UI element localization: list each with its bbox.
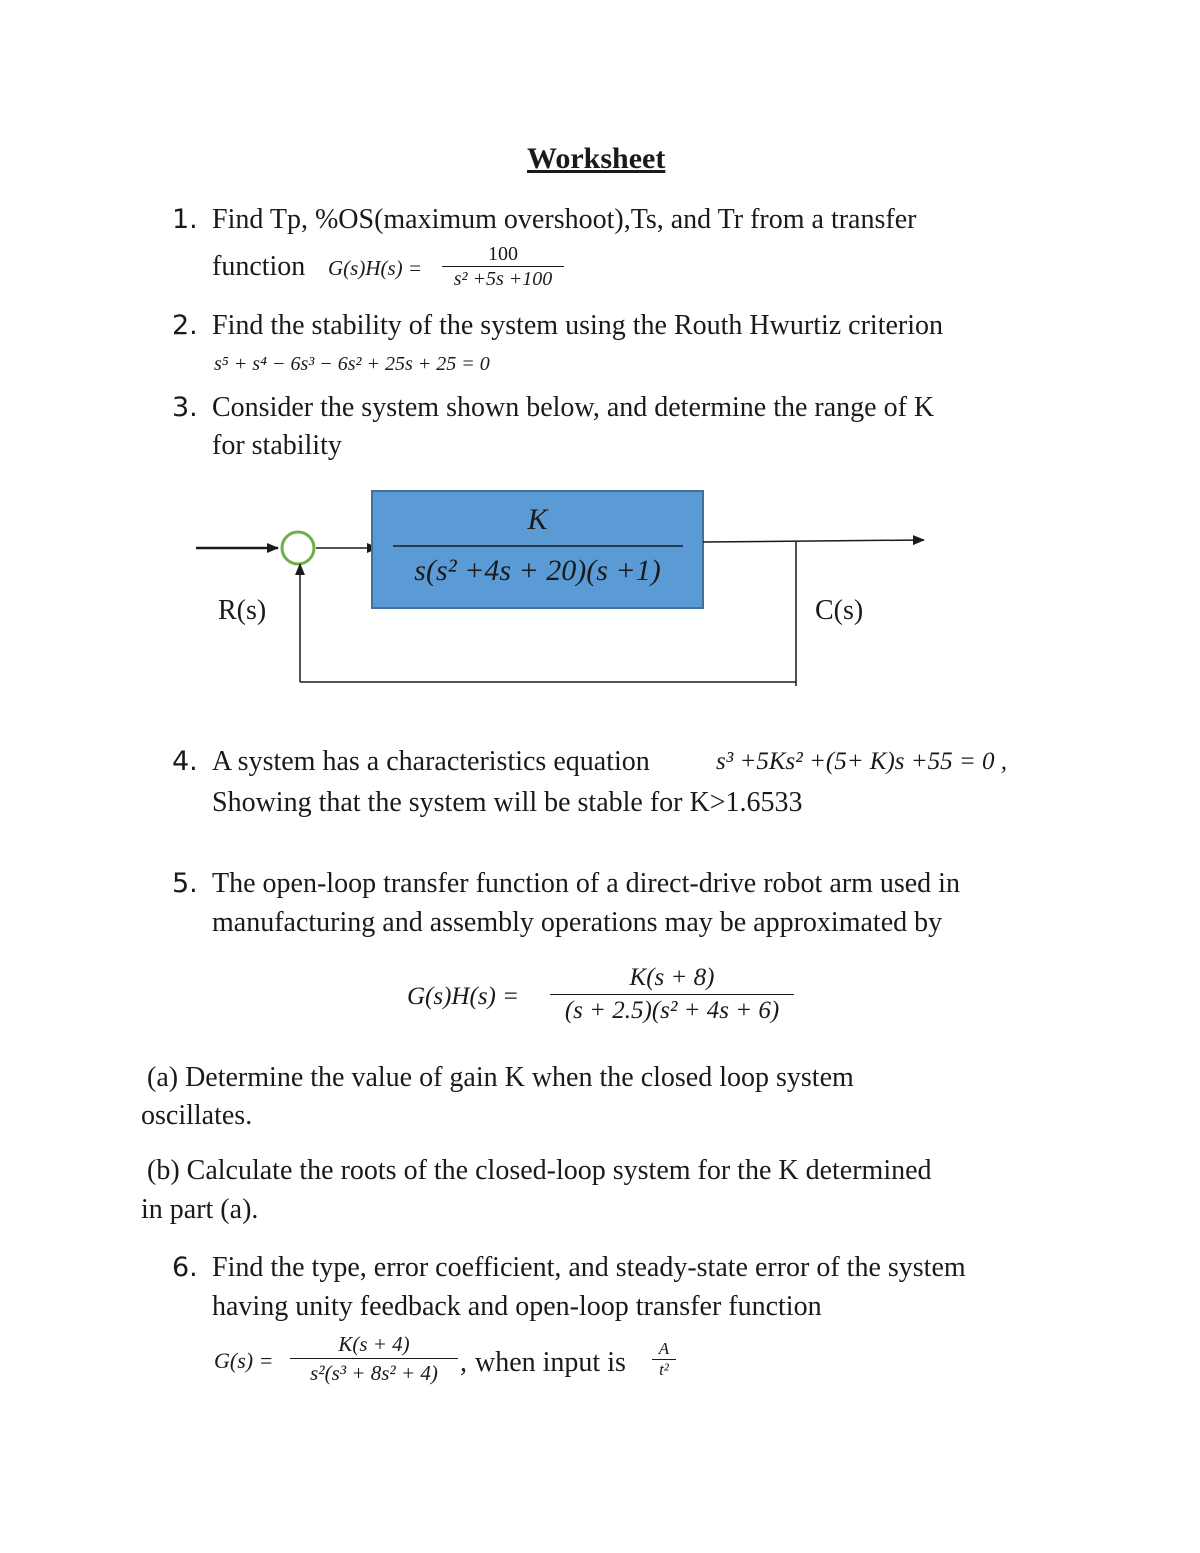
block-denominator: s(s² +4s + 20)(s +1) xyxy=(414,554,661,587)
output-arrow xyxy=(703,540,924,542)
q5-part-a-line1: (a) Determine the value of gain K when the closed loop system xyxy=(147,1062,854,1093)
q5-numerator: K(s + 8) xyxy=(629,964,715,991)
q6-input-text: when input is xyxy=(475,1347,626,1378)
q2-text-line1: Find the stability of the system using the Routh Hwurtiz criterion xyxy=(212,310,944,341)
q6-lhs: G(s) = xyxy=(214,1348,274,1373)
q1-text-line1: Find Tp, %OS(maximum overshoot),Ts, and Tr from a transfer xyxy=(212,204,917,235)
block-numerator: K xyxy=(527,503,548,536)
q6-input-numerator: A xyxy=(658,1339,670,1358)
input-label: R(s) xyxy=(218,595,267,626)
q2-number: 2. xyxy=(172,310,198,341)
q1-text-line2: function xyxy=(212,251,306,282)
q1-number: 1. xyxy=(172,204,198,235)
q5-part-b-line2: in part (a). xyxy=(141,1194,259,1225)
q6-input-denominator: t² xyxy=(659,1360,669,1379)
summing-junction xyxy=(282,532,314,564)
q6-input-fraction xyxy=(652,1339,676,1380)
q6-text-line2: having unity feedback and open-loop transfer function xyxy=(212,1291,822,1322)
q3-text-line1: Consider the system shown below, and determine the range of K xyxy=(212,392,935,423)
q5-lhs: G(s)H(s) = xyxy=(407,983,519,1010)
q6-comma: , xyxy=(460,1347,467,1378)
q5-denominator: (s + 2.5)(s² + 4s + 6) xyxy=(564,997,780,1024)
q5-text-line1: The open-loop transfer function of a direct-drive robot arm used in xyxy=(212,868,960,899)
q5-part-b-line1: (b) Calculate the roots of the closed-loop system for the K determined xyxy=(147,1155,932,1186)
q5-text-line2: manufacturing and assembly operations may be approximated by xyxy=(212,907,943,938)
q6-numerator: K(s + 4) xyxy=(338,1332,410,1356)
q6-number: 6. xyxy=(172,1252,198,1283)
page-title: Worksheet xyxy=(527,142,666,175)
q4-number: 4. xyxy=(172,746,198,777)
q1-lhs: G(s)H(s) = xyxy=(328,256,423,280)
q6-denominator: s²(s³ + 8s² + 4) xyxy=(310,1361,438,1385)
q5-fraction xyxy=(550,962,794,1027)
q2-equation: s⁵ + s⁴ − 6s³ − 6s² + 25s + 25 = 0 xyxy=(214,353,490,375)
q1-fraction xyxy=(442,242,564,291)
q4-text-line1: A system has a characteristics equation xyxy=(212,746,650,777)
q5-number: 5. xyxy=(172,868,198,899)
q3-text-line2: for stability xyxy=(212,430,342,461)
output-label: C(s) xyxy=(815,595,864,626)
q3-number: 3. xyxy=(172,392,198,423)
q5-part-a-line2: oscillates. xyxy=(141,1100,253,1131)
q4-equation: s³ +5Ks² +(5+ K)s +55 = 0 , xyxy=(716,748,1008,775)
q4-text-line2: Showing that the system will be stable for K>1.6533 xyxy=(212,787,803,818)
q1-numerator: 100 xyxy=(488,243,518,265)
q6-text-line1: Find the type, error coefficient, and steady-state error of the system xyxy=(212,1252,966,1283)
q1-denominator: s² +5s +100 xyxy=(453,268,553,290)
q6-fraction xyxy=(290,1330,458,1387)
